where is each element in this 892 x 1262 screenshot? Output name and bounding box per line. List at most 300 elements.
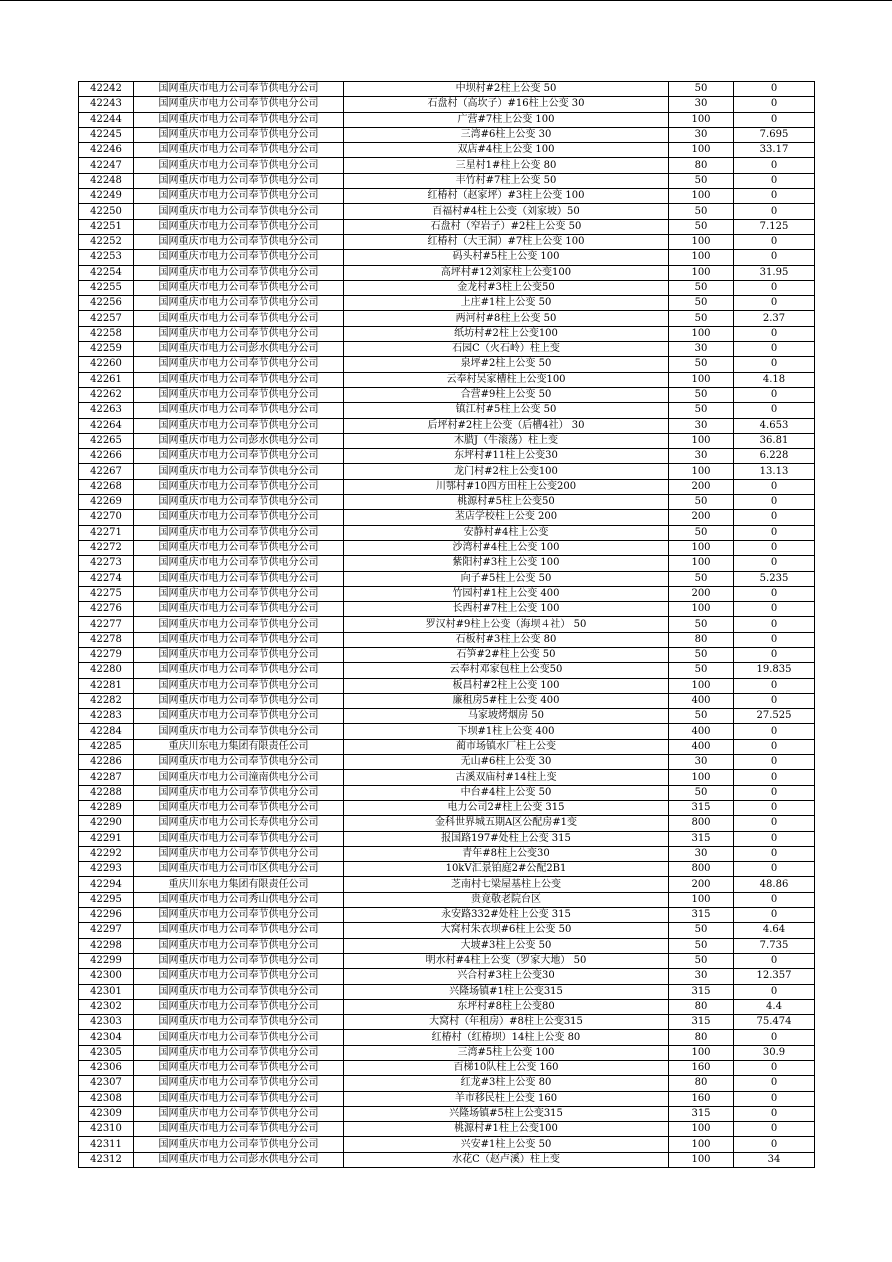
row-id-cell: 42306 [79, 1061, 134, 1076]
capacity-cell: 100 [669, 602, 734, 617]
transformer-name-cell: 大坡#3柱上公变 50 [344, 938, 669, 953]
company-cell: 国网重庆市电力公司奉节供电分公司 [134, 127, 344, 142]
company-cell: 国网重庆市电力公司奉节供电分公司 [134, 693, 344, 708]
row-id-cell: 42249 [79, 189, 134, 204]
row-id-cell: 42262 [79, 387, 134, 402]
value-cell: 4.18 [734, 372, 815, 387]
table-row [79, 495, 815, 510]
capacity-cell: 315 [669, 800, 734, 815]
capacity-cell: 100 [669, 112, 734, 127]
capacity-cell: 100 [669, 1152, 734, 1167]
company-cell: 国网重庆市电力公司奉节供电分公司 [134, 82, 344, 97]
table-row [79, 709, 815, 724]
table-row [79, 877, 815, 892]
capacity-cell: 800 [669, 816, 734, 831]
company-cell: 国网重庆市电力公司奉节供电分公司 [134, 617, 344, 632]
company-cell: 国网重庆市电力公司奉节供电分公司 [134, 357, 344, 372]
transformer-name-cell: 红椿村（赵家坪）#3柱上公变 100 [344, 189, 669, 204]
table-row [79, 173, 815, 188]
row-id-cell: 42311 [79, 1137, 134, 1152]
company-cell: 国网重庆市电力公司奉节供电分公司 [134, 479, 344, 494]
table-row [79, 403, 815, 418]
value-cell: 0 [734, 846, 815, 861]
value-cell: 0 [734, 739, 815, 754]
table-row [79, 571, 815, 586]
table-row [79, 800, 815, 815]
value-cell: 0 [734, 1076, 815, 1091]
transformer-name-cell: 石盘村（高坎子）#16柱上公变 30 [344, 97, 669, 112]
value-cell: 0 [734, 387, 815, 402]
value-cell: 0 [734, 617, 815, 632]
company-cell: 国网重庆市电力公司奉节供电分公司 [134, 265, 344, 280]
capacity-cell: 50 [669, 403, 734, 418]
transformer-name-cell: 百梯10队柱上公变 160 [344, 1061, 669, 1076]
capacity-cell: 315 [669, 908, 734, 923]
transformer-name-cell: 桃源村#1柱上公变100 [344, 1122, 669, 1137]
capacity-cell: 50 [669, 357, 734, 372]
capacity-cell: 50 [669, 204, 734, 219]
company-cell: 国网重庆市电力公司彭水供电分公司 [134, 1152, 344, 1167]
company-cell: 国网重庆市电力公司奉节供电分公司 [134, 1091, 344, 1106]
company-cell: 国网重庆市电力公司奉节供电分公司 [134, 495, 344, 510]
table-row [79, 923, 815, 938]
capacity-cell: 100 [669, 143, 734, 158]
transformer-name-cell: 竹园村#1柱上公变 400 [344, 586, 669, 601]
row-id-cell: 42251 [79, 219, 134, 234]
table-row [79, 540, 815, 555]
value-cell: 0 [734, 495, 815, 510]
transformer-name-cell: 廉租房5#柱上公变 400 [344, 693, 669, 708]
value-cell: 0 [734, 908, 815, 923]
table-row [79, 296, 815, 311]
table-row [79, 862, 815, 877]
company-cell: 国网重庆市电力公司奉节供电分公司 [134, 143, 344, 158]
row-id-cell: 42301 [79, 984, 134, 999]
transformer-name-cell: 红龙#3柱上公变 80 [344, 1076, 669, 1091]
capacity-cell: 100 [669, 556, 734, 571]
row-id-cell: 42312 [79, 1152, 134, 1167]
value-cell: 27.525 [734, 709, 815, 724]
transformer-name-cell: 红椿村（红椿坝）14柱上公变 80 [344, 1030, 669, 1045]
row-id-cell: 42275 [79, 586, 134, 601]
table-row [79, 1015, 815, 1030]
capacity-cell: 160 [669, 1061, 734, 1076]
row-id-cell: 42283 [79, 709, 134, 724]
capacity-cell: 50 [669, 82, 734, 97]
transformer-name-cell: 蔺市场镇水厂柱上公变 [344, 739, 669, 754]
value-cell: 0 [734, 632, 815, 647]
transformer-name-cell: 石盘村（窄岩子）#2柱上公变 50 [344, 219, 669, 234]
row-id-cell: 42308 [79, 1091, 134, 1106]
row-id-cell: 42297 [79, 923, 134, 938]
table-row [79, 357, 815, 372]
capacity-cell: 50 [669, 495, 734, 510]
capacity-cell: 800 [669, 862, 734, 877]
table-row [79, 326, 815, 341]
company-cell: 国网重庆市电力公司奉节供电分公司 [134, 1030, 344, 1045]
value-cell: 13.13 [734, 464, 815, 479]
capacity-cell: 100 [669, 464, 734, 479]
row-id-cell: 42274 [79, 571, 134, 586]
value-cell: 0 [734, 510, 815, 525]
company-cell: 国网重庆市电力公司奉节供电分公司 [134, 449, 344, 464]
company-cell: 国网重庆市电力公司奉节供电分公司 [134, 112, 344, 127]
table-row [79, 1045, 815, 1060]
table-row [79, 280, 815, 295]
company-cell: 国网重庆市电力公司奉节供电分公司 [134, 1076, 344, 1091]
row-id-cell: 42279 [79, 647, 134, 662]
company-cell: 国网重庆市电力公司市区供电分公司 [134, 862, 344, 877]
transformer-table [78, 81, 815, 1168]
company-cell: 国网重庆市电力公司奉节供电分公司 [134, 953, 344, 968]
row-id-cell: 42309 [79, 1106, 134, 1121]
value-cell: 0 [734, 800, 815, 815]
table-row [79, 647, 815, 662]
value-cell: 0 [734, 831, 815, 846]
capacity-cell: 400 [669, 739, 734, 754]
transformer-name-cell: 古溪双庙村#14柱上变 [344, 770, 669, 785]
row-id-cell: 42257 [79, 311, 134, 326]
row-id-cell: 42242 [79, 82, 134, 97]
value-cell: 34 [734, 1152, 815, 1167]
company-cell: 国网重庆市电力公司奉节供电分公司 [134, 403, 344, 418]
capacity-cell: 100 [669, 770, 734, 785]
company-cell: 国网重庆市电力公司奉节供电分公司 [134, 800, 344, 815]
value-cell: 0 [734, 250, 815, 265]
table-row [79, 204, 815, 219]
table-row [79, 785, 815, 800]
transformer-name-cell: 云奉村吴家槽柱上公变100 [344, 372, 669, 387]
transformer-name-cell: 石板村#3柱上公变 80 [344, 632, 669, 647]
company-cell: 国网重庆市电力公司奉节供电分公司 [134, 525, 344, 540]
table-row [79, 1030, 815, 1045]
value-cell: 0 [734, 189, 815, 204]
capacity-cell: 80 [669, 1076, 734, 1091]
company-cell: 国网重庆市电力公司奉节供电分公司 [134, 1122, 344, 1137]
table-row [79, 938, 815, 953]
row-id-cell: 42281 [79, 678, 134, 693]
company-cell: 国网重庆市电力公司奉节供电分公司 [134, 372, 344, 387]
row-id-cell: 42264 [79, 418, 134, 433]
table-row [79, 739, 815, 754]
capacity-cell: 100 [669, 1122, 734, 1137]
company-cell: 国网重庆市电力公司奉节供电分公司 [134, 540, 344, 555]
row-id-cell: 42261 [79, 372, 134, 387]
transformer-name-cell: 两河村#8柱上公变 50 [344, 311, 669, 326]
capacity-cell: 400 [669, 693, 734, 708]
company-cell: 重庆川东电力集团有限责任公司 [134, 877, 344, 892]
value-cell: 0 [734, 234, 815, 249]
row-id-cell: 42258 [79, 326, 134, 341]
table-row [79, 418, 815, 433]
company-cell: 国网重庆市电力公司奉节供电分公司 [134, 418, 344, 433]
transformer-name-cell: 中台#4柱上公变 50 [344, 785, 669, 800]
value-cell: 75.474 [734, 1015, 815, 1030]
row-id-cell: 42248 [79, 173, 134, 188]
company-cell: 国网重庆市电力公司奉节供电分公司 [134, 464, 344, 479]
company-cell: 国网重庆市电力公司奉节供电分公司 [134, 1106, 344, 1121]
company-cell: 国网重庆市电力公司奉节供电分公司 [134, 326, 344, 341]
value-cell: 0 [734, 602, 815, 617]
row-id-cell: 42245 [79, 127, 134, 142]
row-id-cell: 42293 [79, 862, 134, 877]
row-id-cell: 42247 [79, 158, 134, 173]
table-row [79, 1152, 815, 1167]
capacity-cell: 50 [669, 311, 734, 326]
value-cell: 0 [734, 647, 815, 662]
value-cell: 7.125 [734, 219, 815, 234]
table-row [79, 127, 815, 142]
row-id-cell: 42294 [79, 877, 134, 892]
value-cell: 0 [734, 173, 815, 188]
transformer-name-cell: 东坪村#8柱上公变80 [344, 999, 669, 1014]
value-cell: 0 [734, 326, 815, 341]
transformer-name-cell: 大窝村朱衣坝#6柱上公变 50 [344, 923, 669, 938]
company-cell: 国网重庆市电力公司彭水供电分公司 [134, 342, 344, 357]
table-row [79, 755, 815, 770]
value-cell: 0 [734, 724, 815, 739]
value-cell: 2.37 [734, 311, 815, 326]
company-cell: 国网重庆市电力公司奉节供电分公司 [134, 296, 344, 311]
value-cell: 48.86 [734, 877, 815, 892]
capacity-cell: 315 [669, 984, 734, 999]
capacity-cell: 50 [669, 938, 734, 953]
company-cell: 国网重庆市电力公司奉节供电分公司 [134, 219, 344, 234]
company-cell: 国网重庆市电力公司彭水供电分公司 [134, 433, 344, 448]
transformer-name-cell: 贵竟敬老院台区 [344, 892, 669, 907]
row-id-cell: 42295 [79, 892, 134, 907]
transformer-name-cell: 三湾#6柱上公变 30 [344, 127, 669, 142]
table-row [79, 556, 815, 571]
transformer-name-cell: 明水村#4柱上公变（罗家大地） 50 [344, 953, 669, 968]
value-cell: 0 [734, 403, 815, 418]
capacity-cell: 100 [669, 1137, 734, 1152]
transformer-name-cell: 金科世界城五期A区公配房#1变 [344, 816, 669, 831]
transformer-name-cell: 马家坡烤烟房 50 [344, 709, 669, 724]
table-row [79, 984, 815, 999]
capacity-cell: 100 [669, 892, 734, 907]
table-row [79, 1061, 815, 1076]
row-id-cell: 42276 [79, 602, 134, 617]
value-cell: 0 [734, 296, 815, 311]
value-cell: 0 [734, 1122, 815, 1137]
value-cell: 36.81 [734, 433, 815, 448]
value-cell: 0 [734, 540, 815, 555]
value-cell: 0 [734, 1106, 815, 1121]
table-row [79, 342, 815, 357]
value-cell: 0 [734, 678, 815, 693]
capacity-cell: 50 [669, 953, 734, 968]
value-cell: 0 [734, 479, 815, 494]
capacity-cell: 30 [669, 127, 734, 142]
row-id-cell: 42300 [79, 969, 134, 984]
table-row [79, 831, 815, 846]
transformer-name-cell: 双店#4柱上公变 100 [344, 143, 669, 158]
company-cell: 国网重庆市电力公司奉节供电分公司 [134, 969, 344, 984]
capacity-cell: 80 [669, 999, 734, 1014]
table-row [79, 969, 815, 984]
capacity-cell: 400 [669, 724, 734, 739]
row-id-cell: 42291 [79, 831, 134, 846]
capacity-cell: 200 [669, 586, 734, 601]
capacity-cell: 100 [669, 540, 734, 555]
table-row [79, 112, 815, 127]
row-id-cell: 42267 [79, 464, 134, 479]
capacity-cell: 160 [669, 1091, 734, 1106]
table-row [79, 999, 815, 1014]
capacity-cell: 50 [669, 219, 734, 234]
row-id-cell: 42292 [79, 846, 134, 861]
value-cell: 0 [734, 816, 815, 831]
company-cell: 国网重庆市电力公司奉节供电分公司 [134, 908, 344, 923]
company-cell: 国网重庆市电力公司奉节供电分公司 [134, 311, 344, 326]
row-id-cell: 42288 [79, 785, 134, 800]
company-cell: 国网重庆市电力公司奉节供电分公司 [134, 678, 344, 693]
company-cell: 国网重庆市电力公司奉节供电分公司 [134, 1015, 344, 1030]
transformer-name-cell: 兴安#1柱上公变 50 [344, 1137, 669, 1152]
value-cell: 7.735 [734, 938, 815, 953]
row-id-cell: 42263 [79, 403, 134, 418]
value-cell: 0 [734, 97, 815, 112]
capacity-cell: 50 [669, 923, 734, 938]
capacity-cell: 315 [669, 1015, 734, 1030]
company-cell: 国网重庆市电力公司奉节供电分公司 [134, 571, 344, 586]
row-id-cell: 42285 [79, 739, 134, 754]
transformer-name-cell: 中坝村#2柱上公变 50 [344, 82, 669, 97]
transformer-name-cell: 水花C（赵卢溪）柱上变 [344, 1152, 669, 1167]
company-cell: 国网重庆市电力公司奉节供电分公司 [134, 999, 344, 1014]
company-cell: 国网重庆市电力公司潼南供电分公司 [134, 770, 344, 785]
capacity-cell: 80 [669, 632, 734, 647]
capacity-cell: 80 [669, 158, 734, 173]
value-cell: 4.4 [734, 999, 815, 1014]
table-row [79, 372, 815, 387]
transformer-name-cell: 向子#5柱上公变 50 [344, 571, 669, 586]
capacity-cell: 200 [669, 479, 734, 494]
row-id-cell: 42296 [79, 908, 134, 923]
company-cell: 国网重庆市电力公司奉节供电分公司 [134, 602, 344, 617]
transformer-name-cell: 芝南村七梁屋基柱上公变 [344, 877, 669, 892]
transformer-name-cell: 东坪村#11柱上公变30 [344, 449, 669, 464]
capacity-cell: 50 [669, 663, 734, 678]
transformer-name-cell: 10kV汇景铂庭2#公配2B1 [344, 862, 669, 877]
value-cell: 0 [734, 112, 815, 127]
capacity-cell: 50 [669, 617, 734, 632]
transformer-name-cell: 永安路332#处柱上公变 315 [344, 908, 669, 923]
row-id-cell: 42255 [79, 280, 134, 295]
transformer-name-cell: 石笋#2#柱上公变 50 [344, 647, 669, 662]
value-cell: 0 [734, 357, 815, 372]
value-cell: 0 [734, 984, 815, 999]
transformer-name-cell: 石园C（火石岭）柱上变 [344, 342, 669, 357]
transformer-name-cell: 云奉村邓家包柱上公变50 [344, 663, 669, 678]
row-id-cell: 42268 [79, 479, 134, 494]
value-cell: 0 [734, 1137, 815, 1152]
company-cell: 国网重庆市电力公司奉节供电分公司 [134, 923, 344, 938]
value-cell: 6.228 [734, 449, 815, 464]
row-id-cell: 42282 [79, 693, 134, 708]
company-cell: 国网重庆市电力公司奉节供电分公司 [134, 785, 344, 800]
capacity-cell: 100 [669, 372, 734, 387]
row-id-cell: 42269 [79, 495, 134, 510]
row-id-cell: 42290 [79, 816, 134, 831]
table-row [79, 265, 815, 280]
transformer-name-cell: 红椿村（大王洞）#7柱上公变 100 [344, 234, 669, 249]
transformer-name-cell: 沙湾村#4柱上公变 100 [344, 540, 669, 555]
table-row [79, 770, 815, 785]
row-id-cell: 42244 [79, 112, 134, 127]
row-id-cell: 42305 [79, 1045, 134, 1060]
transformer-name-cell: 无山#6柱上公变 30 [344, 755, 669, 770]
capacity-cell: 200 [669, 877, 734, 892]
value-cell: 0 [734, 556, 815, 571]
table-row [79, 678, 815, 693]
table-row [79, 449, 815, 464]
company-cell: 国网重庆市电力公司奉节供电分公司 [134, 724, 344, 739]
row-id-cell: 42259 [79, 342, 134, 357]
company-cell: 国网重庆市电力公司奉节供电分公司 [134, 158, 344, 173]
transformer-name-cell: 电力公司2#柱上公变 315 [344, 800, 669, 815]
company-cell: 国网重庆市电力公司奉节供电分公司 [134, 387, 344, 402]
value-cell: 4.64 [734, 923, 815, 938]
row-id-cell: 42304 [79, 1030, 134, 1045]
transformer-name-cell: 广营#7柱上公变 100 [344, 112, 669, 127]
value-cell: 33.17 [734, 143, 815, 158]
transformer-name-cell: 三星村1#柱上公变 80 [344, 158, 669, 173]
table-row [79, 693, 815, 708]
company-cell: 国网重庆市电力公司奉节供电分公司 [134, 97, 344, 112]
row-id-cell: 42289 [79, 800, 134, 815]
transformer-name-cell: 兴合村#3柱上公变30 [344, 969, 669, 984]
table-row [79, 602, 815, 617]
row-id-cell: 42284 [79, 724, 134, 739]
row-id-cell: 42287 [79, 770, 134, 785]
company-cell: 国网重庆市电力公司奉节供电分公司 [134, 831, 344, 846]
transformer-name-cell: 百福村#4柱上公变（刘家坡）50 [344, 204, 669, 219]
page-top-rule [0, 0, 892, 1]
table-row [79, 433, 815, 448]
transformer-name-cell: 纸坊村#2柱上公变100 [344, 326, 669, 341]
transformer-name-cell: 报国路197#处柱上公变 315 [344, 831, 669, 846]
capacity-cell: 100 [669, 250, 734, 265]
transformer-name-cell: 安静村#4柱上公变 [344, 525, 669, 540]
company-cell: 国网重庆市电力公司奉节供电分公司 [134, 984, 344, 999]
company-cell: 国网重庆市电力公司奉节供电分公司 [134, 586, 344, 601]
transformer-name-cell: 大窝村（年租房）#8柱上公变315 [344, 1015, 669, 1030]
company-cell: 国网重庆市电力公司长寿供电分公司 [134, 816, 344, 831]
company-cell: 国网重庆市电力公司奉节供电分公司 [134, 632, 344, 647]
capacity-cell: 200 [669, 510, 734, 525]
transformer-name-cell: 苤店学校柱上公变 200 [344, 510, 669, 525]
transformer-name-cell: 丰竹村#7柱上公变 50 [344, 173, 669, 188]
value-cell: 0 [734, 1091, 815, 1106]
table-row [79, 510, 815, 525]
value-cell: 0 [734, 892, 815, 907]
capacity-cell: 100 [669, 234, 734, 249]
transformer-name-cell: 码头村#5柱上公变 100 [344, 250, 669, 265]
company-cell: 国网重庆市电力公司奉节供电分公司 [134, 280, 344, 295]
table-row [79, 846, 815, 861]
transformer-name-cell: 木腊J（牛滚荡）柱上变 [344, 433, 669, 448]
table-row [79, 97, 815, 112]
transformer-name-cell: 板昌村#2柱上公变 100 [344, 678, 669, 693]
value-cell: 0 [734, 1061, 815, 1076]
table-row [79, 908, 815, 923]
value-cell: 0 [734, 525, 815, 540]
row-id-cell: 42302 [79, 999, 134, 1014]
row-id-cell: 42254 [79, 265, 134, 280]
transformer-name-cell: 紫阳村#3柱上公变 100 [344, 556, 669, 571]
